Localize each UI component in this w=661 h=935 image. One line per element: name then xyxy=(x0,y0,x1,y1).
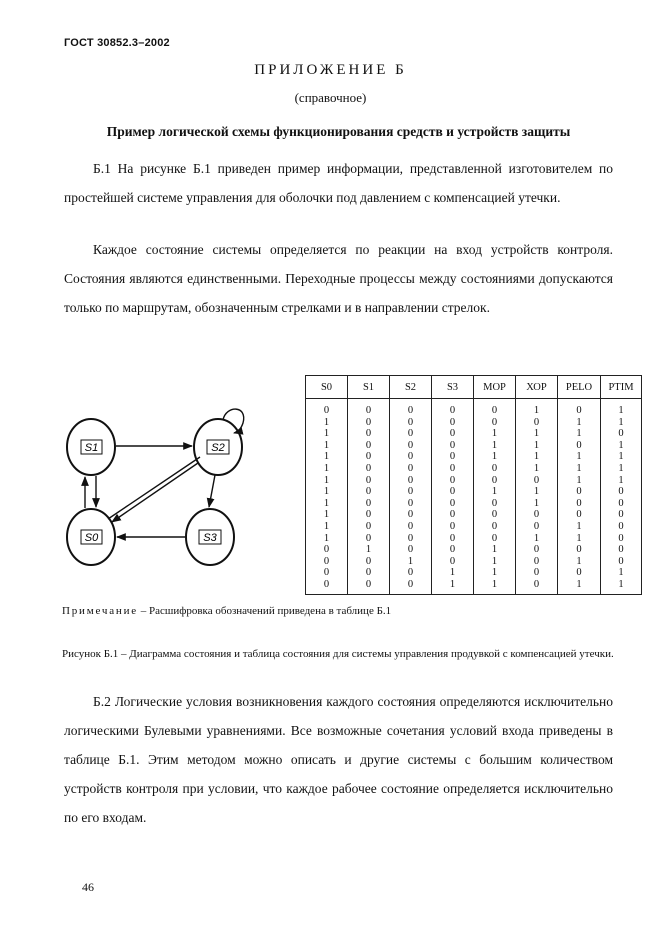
table-cell: 0 xyxy=(601,428,642,440)
table-cell: 0 xyxy=(432,509,474,521)
table-cell: 0 xyxy=(516,475,558,487)
table-cell: 1 xyxy=(558,533,601,545)
table-cell: 1 xyxy=(474,544,516,556)
state-s1-label: S1 xyxy=(84,442,99,454)
table-cell: 0 xyxy=(474,399,516,417)
state-diagram xyxy=(58,405,258,575)
table-cell: 0 xyxy=(390,521,432,533)
table-header-s1: S1 xyxy=(348,376,390,399)
table-cell: 0 xyxy=(306,567,348,579)
table-cell: 0 xyxy=(432,521,474,533)
table-cell: 0 xyxy=(390,399,432,417)
table-cell: 1 xyxy=(558,417,601,429)
table-cell: 0 xyxy=(558,544,601,556)
appendix-subtitle: (справочное) xyxy=(294,90,367,105)
table-cell: 1 xyxy=(516,533,558,545)
table-cell: 1 xyxy=(558,521,601,533)
table-cell: 0 xyxy=(348,509,390,521)
note-text: – Расшифровка обозначений приведена в таблице Б.1 xyxy=(137,605,392,617)
table-cell: 1 xyxy=(306,463,348,475)
table-cell: 1 xyxy=(558,556,601,568)
table-row xyxy=(306,521,642,533)
table-cell: 1 xyxy=(306,533,348,545)
table-cell: 0 xyxy=(474,533,516,545)
table-cell: 0 xyxy=(306,544,348,556)
table-row xyxy=(306,533,642,545)
table-cell: 0 xyxy=(432,544,474,556)
table-row xyxy=(306,556,642,568)
table-row xyxy=(306,498,642,510)
table-cell: 1 xyxy=(558,463,601,475)
table-cell: 0 xyxy=(390,440,432,452)
table-cell: 1 xyxy=(306,498,348,510)
document-code: ГОСТ 30852.3–2002 xyxy=(64,37,170,49)
table-cell: 0 xyxy=(390,463,432,475)
table-row xyxy=(306,428,642,440)
table-cell: 0 xyxy=(390,567,432,579)
table-cell: 0 xyxy=(516,509,558,521)
figure-note xyxy=(62,605,391,617)
table-cell: 1 xyxy=(558,579,601,594)
table-cell: 1 xyxy=(306,509,348,521)
table-cell: 1 xyxy=(558,475,601,487)
table-cell: 1 xyxy=(601,463,642,475)
table-cell: 1 xyxy=(601,567,642,579)
table-cell: 0 xyxy=(390,451,432,463)
table-row xyxy=(306,486,642,498)
state-table xyxy=(305,375,642,595)
table-cell: 1 xyxy=(601,579,642,594)
table-cell: 0 xyxy=(432,451,474,463)
table-cell: 0 xyxy=(432,556,474,568)
table-cell: 0 xyxy=(516,579,558,594)
arrow-s2-to-s3 xyxy=(209,475,215,507)
table-cell: 0 xyxy=(432,440,474,452)
table-row xyxy=(306,475,642,487)
table-row xyxy=(306,417,642,429)
table-cell: 1 xyxy=(432,567,474,579)
table-cell: 0 xyxy=(348,440,390,452)
table-cell: 0 xyxy=(474,521,516,533)
table-cell: 0 xyxy=(601,556,642,568)
table-cell: 0 xyxy=(516,544,558,556)
table-cell: 1 xyxy=(601,451,642,463)
table-cell: 0 xyxy=(558,567,601,579)
table-cell: 1 xyxy=(390,556,432,568)
table-cell: 1 xyxy=(474,567,516,579)
table-cell: 0 xyxy=(432,533,474,545)
table-cell: 1 xyxy=(306,428,348,440)
table-cell: 0 xyxy=(390,428,432,440)
table-cell: 0 xyxy=(390,579,432,594)
table-cell: 0 xyxy=(348,521,390,533)
table-cell: 1 xyxy=(516,399,558,417)
table-row xyxy=(306,399,642,417)
state-table-header-row xyxy=(306,376,642,399)
table-cell: 0 xyxy=(348,498,390,510)
table-cell: 0 xyxy=(558,486,601,498)
arrow-s2-to-s0-alt xyxy=(108,457,200,519)
table-cell: 1 xyxy=(306,521,348,533)
paragraph-b2: Б.2 Логические условия возникновения каждого состояния определяются исключительно логическими Булевыми уравнениями. Все возможные сочетания условий входа приведены в таблице Б.1. Этим методом можно описать и другие системы с большим количеством устройств контроля при условии, что каждое рабочее состояние определяется исключительно по его входам. xyxy=(64,694,613,825)
table-cell: 0 xyxy=(390,509,432,521)
paragraph-states: Каждое состояние системы определяется по реакции на вход устройств контроля. Состояния являются единственными. Переходные процессы между состояниями допускаются только по маршрутам, обозначенным стрелками и в направлении стрелок. xyxy=(64,242,613,315)
table-cell: 0 xyxy=(348,567,390,579)
table-cell: 0 xyxy=(432,417,474,429)
table-header-s0: S0 xyxy=(306,376,348,399)
table-cell: 0 xyxy=(390,486,432,498)
table-cell: 1 xyxy=(558,428,601,440)
table-cell: 1 xyxy=(474,579,516,594)
table-cell: 1 xyxy=(516,428,558,440)
table-cell: 1 xyxy=(348,544,390,556)
table-cell: 0 xyxy=(348,486,390,498)
table-header-s2: S2 xyxy=(390,376,432,399)
state-s2 xyxy=(194,419,242,475)
table-cell: 1 xyxy=(601,417,642,429)
table-cell: 0 xyxy=(348,428,390,440)
table-cell: 1 xyxy=(306,440,348,452)
table-header-mop: МОР xyxy=(474,376,516,399)
table-cell: 0 xyxy=(474,463,516,475)
table-cell: 1 xyxy=(558,451,601,463)
table-cell: 0 xyxy=(390,498,432,510)
table-cell: 1 xyxy=(306,486,348,498)
table-cell: 0 xyxy=(601,544,642,556)
table-cell: 1 xyxy=(474,486,516,498)
table-cell: 1 xyxy=(516,440,558,452)
table-row xyxy=(306,463,642,475)
table-cell: 1 xyxy=(474,428,516,440)
table-cell: 0 xyxy=(348,533,390,545)
table-cell: 1 xyxy=(474,556,516,568)
table-row xyxy=(306,579,642,594)
table-cell: 0 xyxy=(516,521,558,533)
section-title: Пример логической схемы функционирования средств и устройств защиты xyxy=(106,124,571,139)
table-cell: 0 xyxy=(306,556,348,568)
table-cell: 0 xyxy=(516,556,558,568)
table-cell: 0 xyxy=(558,509,601,521)
table-cell: 1 xyxy=(516,451,558,463)
table-row xyxy=(306,567,642,579)
table-row xyxy=(306,544,642,556)
table-cell: 1 xyxy=(516,463,558,475)
table-cell: 0 xyxy=(432,486,474,498)
table-cell: 0 xyxy=(558,399,601,417)
figure-caption: Рисунок Б.1 – Диаграмма состояния и таблица состояния для системы управления продувкой с компенсацией утечки. xyxy=(62,648,614,660)
table-cell: 0 xyxy=(432,498,474,510)
table-cell: 0 xyxy=(474,509,516,521)
state-s2-label: S2 xyxy=(211,442,225,454)
table-cell: 0 xyxy=(474,475,516,487)
table-cell: 0 xyxy=(601,486,642,498)
table-cell: 0 xyxy=(432,399,474,417)
table-header-ptim: PTIM xyxy=(601,376,642,399)
table-cell: 1 xyxy=(601,399,642,417)
table-cell: 0 xyxy=(432,428,474,440)
table-cell: 1 xyxy=(601,475,642,487)
note-label: Примечание xyxy=(62,605,138,617)
table-cell: 0 xyxy=(390,533,432,545)
table-cell: 0 xyxy=(474,498,516,510)
table-cell: 0 xyxy=(558,440,601,452)
table-cell: 0 xyxy=(390,475,432,487)
table-cell: 0 xyxy=(516,417,558,429)
table-cell: 0 xyxy=(601,533,642,545)
table-cell: 0 xyxy=(516,567,558,579)
table-cell: 0 xyxy=(348,451,390,463)
arrow-s2-to-s0 xyxy=(112,463,198,522)
table-cell: 0 xyxy=(348,463,390,475)
table-cell: 0 xyxy=(601,509,642,521)
table-header-xop: ХОР xyxy=(516,376,558,399)
table-cell: 0 xyxy=(348,556,390,568)
table-cell: 1 xyxy=(306,475,348,487)
table-cell: 0 xyxy=(558,498,601,510)
table-cell: 1 xyxy=(306,451,348,463)
table-header-s3: S3 xyxy=(432,376,474,399)
table-cell: 0 xyxy=(348,579,390,594)
state-table-body xyxy=(306,399,642,595)
table-cell: 0 xyxy=(348,399,390,417)
table-cell: 0 xyxy=(390,417,432,429)
table-cell: 0 xyxy=(348,475,390,487)
table-cell: 0 xyxy=(432,463,474,475)
table-header-pelo: PELO xyxy=(558,376,601,399)
state-s3-label: S3 xyxy=(203,532,217,544)
appendix-title: ПРИЛОЖЕНИЕ Б xyxy=(254,62,407,78)
table-cell: 0 xyxy=(474,417,516,429)
table-cell: 0 xyxy=(601,521,642,533)
table-row xyxy=(306,451,642,463)
page-number: 46 xyxy=(82,880,94,894)
table-cell: 1 xyxy=(516,486,558,498)
table-cell: 0 xyxy=(348,417,390,429)
table-cell: 0 xyxy=(306,399,348,417)
table-row xyxy=(306,440,642,452)
state-s3 xyxy=(186,509,234,565)
table-row xyxy=(306,509,642,521)
table-cell: 1 xyxy=(474,440,516,452)
paragraph-b1: Б.1 На рисунке Б.1 приведен пример информации, представленной изготовителем по простейшей системе управления для оболочки под давлением с компенсацией утечки. xyxy=(64,161,613,205)
table-cell: 1 xyxy=(432,579,474,594)
state-s1 xyxy=(67,419,115,475)
table-cell: 0 xyxy=(601,498,642,510)
state-s0-label: S0 xyxy=(84,532,99,544)
table-cell: 0 xyxy=(306,579,348,594)
table-cell: 0 xyxy=(390,544,432,556)
table-cell: 1 xyxy=(601,440,642,452)
table-cell: 1 xyxy=(474,451,516,463)
state-s0 xyxy=(67,509,115,565)
table-cell: 0 xyxy=(432,475,474,487)
table-cell: 1 xyxy=(516,498,558,510)
table-cell: 1 xyxy=(306,417,348,429)
